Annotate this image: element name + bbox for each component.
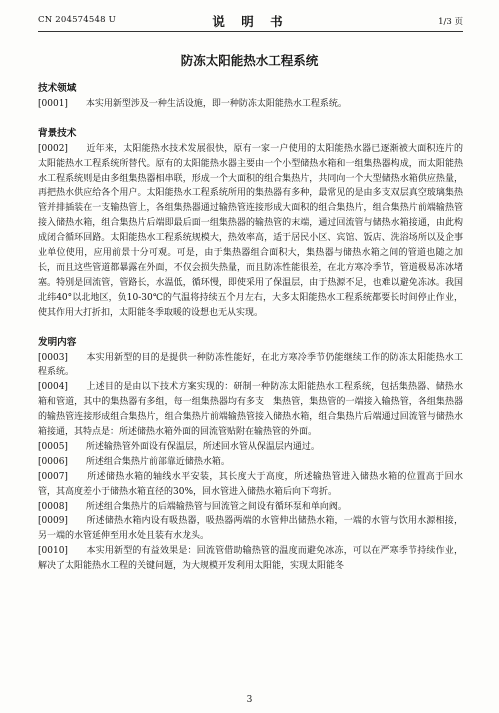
section-spacer bbox=[38, 321, 463, 336]
paragraph-0004: [0004] 上述目的是由以下技术方案实现的：研制一种防冻太阳能热水工程系统，包括集热器、储热水箱和管道，其中的集热器有多组，每一组集热器均有多支 集热管，集热管的一端接入输热管，各组集热器的输热管连接形成组合集热片，组合集热片前端输热管接入储热水箱，组合集热片后端通过回流管与储热水箱接通，其特点是：所述储热水箱外面的回流管贴附在输热管的外面。 bbox=[38, 382, 463, 438]
paragraph-0008: [0008] 所述组合集热片的后端输热管与回流管之间设有循环泵和单向阀。 bbox=[38, 501, 347, 512]
paragraph-0009: [0009] 所述储热水箱内设有吸热器，吸热器两端的水管伸出储热水箱，一端的水管与饮用水源相接，另一端的水管延伸至用水处且装有水龙头。 bbox=[38, 516, 463, 542]
paragraph-0006: [0006] 所述组合集热片前部靠近储热水箱。 bbox=[38, 456, 230, 467]
patent-number: CN 204574548 U bbox=[38, 15, 116, 25]
section-heading-technical-field: 技术领域 bbox=[38, 83, 77, 94]
paragraph-0001: [0001] 本实用新型涉及一种生活设施，即一种防冻太阳能热水工程系统。 bbox=[38, 98, 347, 109]
paragraph-0010: [0010] 本实用新型的有益效果是：回流管借助输热管的温度而避免冰冻，可以在严寒季节持续作业，解决了太阳能热水工程的关键问题，为大规模开发利用太阳能，实现太阳能冬 bbox=[38, 546, 463, 572]
document-title: 防冻太阳能热水工程系统 bbox=[180, 53, 319, 68]
document-body bbox=[38, 82, 463, 574]
page-header bbox=[38, 12, 463, 30]
section-heading-summary: 发明内容 bbox=[38, 336, 77, 348]
section-spacer bbox=[38, 112, 463, 127]
paragraph-0002: [0002] 近年来，太阳能热水技术发展很快，原有一家一户使用的太阳能热水器已逐渐被大面积连片的太阳能热水工程系统所替代。原有的太阳能热水器主要由一个小型储热水箱和一组集热器构成，而太阳能热水工程系统则是由多组集热器相串联，形成一个大面积的组合集热片，共同向一个大型储热水箱供应热量，再把热水供应给各个用户。太阳能热水工程系统所用的集热器有多种，最常见的是由多支双层真空玻璃集热管并排插装在一支输热管上，各组集热器通过输热管连接形成大面积的组合集热片，组合集热片前端输热管接入储热水箱，组合集热片后端即最后面一组集热器的输热管的末端，通过回流管与储热水箱接通，由此构成闭合循环回路。太阳能热水工程系统规模大，热效率高，适于居民小区、宾馆、饭店、洗浴场所以及企事业单位使用，应用前景十分可观。可是，由于集热器组合面积大，集热器与储热水箱之间的管道也随之加长，而且这些管道都暴露在外面，不仅会损失热量，而且防冻性能很差，在北方寒冷季节，管道极易冻冰堵塞。特别是回流管，管路长，水温低，循环慢，即使采用了保温层，由于热源不足，也难以避免冻冰。我国北纬40°以北地区，负10-30℃的气温将持续五个月左右，大多太阳能热水工程系统都要长时间停止作业，使其作用大打折扣，太阳能冬季取暖的设想也无从实现。 bbox=[38, 143, 463, 318]
paragraph-0007: [0007] 所述储热水箱的轴线水平安装，其长度大于高度，所述输热管进入储热水箱的位置高于回水管，其高度差小于储热水箱直径的30%，回水管进入储热水箱后向下弯折。 bbox=[38, 471, 463, 497]
page-indicator: 1/3 页 bbox=[438, 17, 463, 27]
paragraph-0003: [0003] 本实用新型的目的是提供一种防冻性能好，在北方寒冷季节仍能继续工作的防冻太阳能热水工程系统。 bbox=[38, 352, 463, 378]
page-number: 3 bbox=[246, 695, 253, 705]
document-type: 说 明 书 bbox=[212, 14, 289, 29]
header-divider bbox=[38, 31, 463, 32]
paragraph-0005: [0005] 所述输热管外面设有保温层，所述回水管从保温层内通过。 bbox=[38, 441, 320, 452]
section-heading-background: 背景技术 bbox=[38, 127, 77, 139]
